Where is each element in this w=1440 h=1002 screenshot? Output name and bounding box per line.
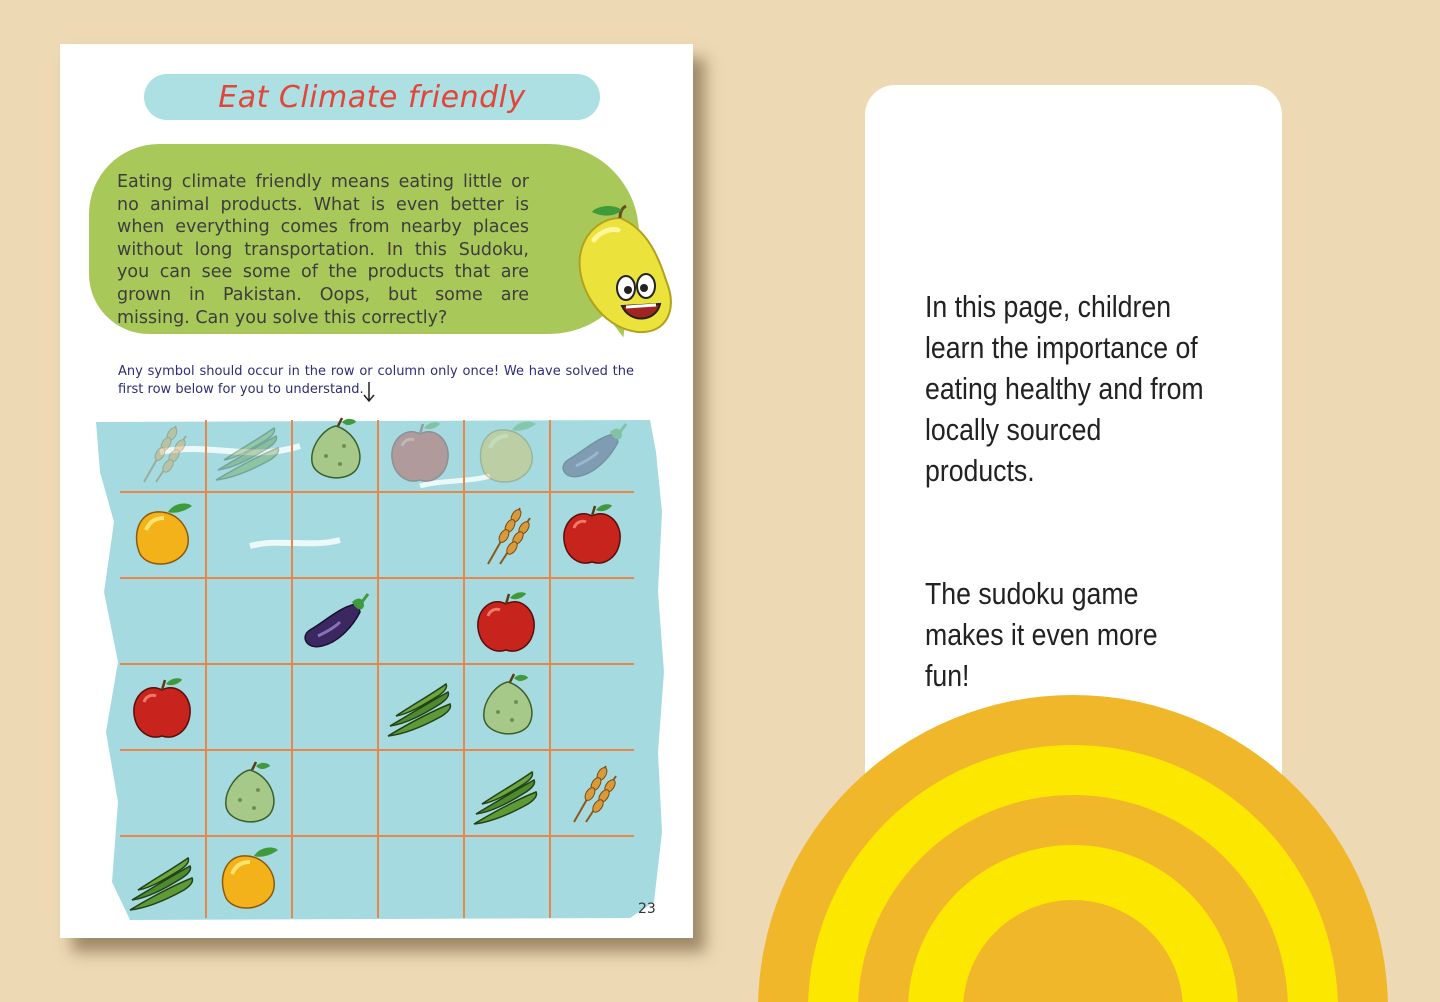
board-background (96, 420, 664, 920)
instruction-text: Any symbol should occur in the row or column only once! We have solved the first row below for you to understand. (118, 364, 634, 397)
card-paragraph-2: The sudoku game makes it even more fun! (925, 576, 1158, 693)
card-paragraph-1: In this page, children learn the importance of eating healthy and from locally sourced products. (925, 289, 1204, 488)
page-title: Eat Climate friendly (218, 79, 526, 115)
workbook-page (60, 44, 693, 938)
title-banner (144, 74, 600, 120)
arrow-down-icon (363, 381, 375, 403)
page-number: 23 (638, 901, 656, 917)
sudoku-board (90, 412, 670, 927)
card-text (925, 245, 1209, 737)
mango-character-icon (564, 200, 684, 340)
rainbow-decoration (750, 690, 1400, 1002)
intro-text: Eating climate friendly means eating little or no animal products. What is even better is when everything comes from nearby places without long transportation. In this Sudoku, you can see some of the products that are grown in Pakistan. Oops, but some are missing. Can you solve this correctly? (117, 172, 529, 328)
